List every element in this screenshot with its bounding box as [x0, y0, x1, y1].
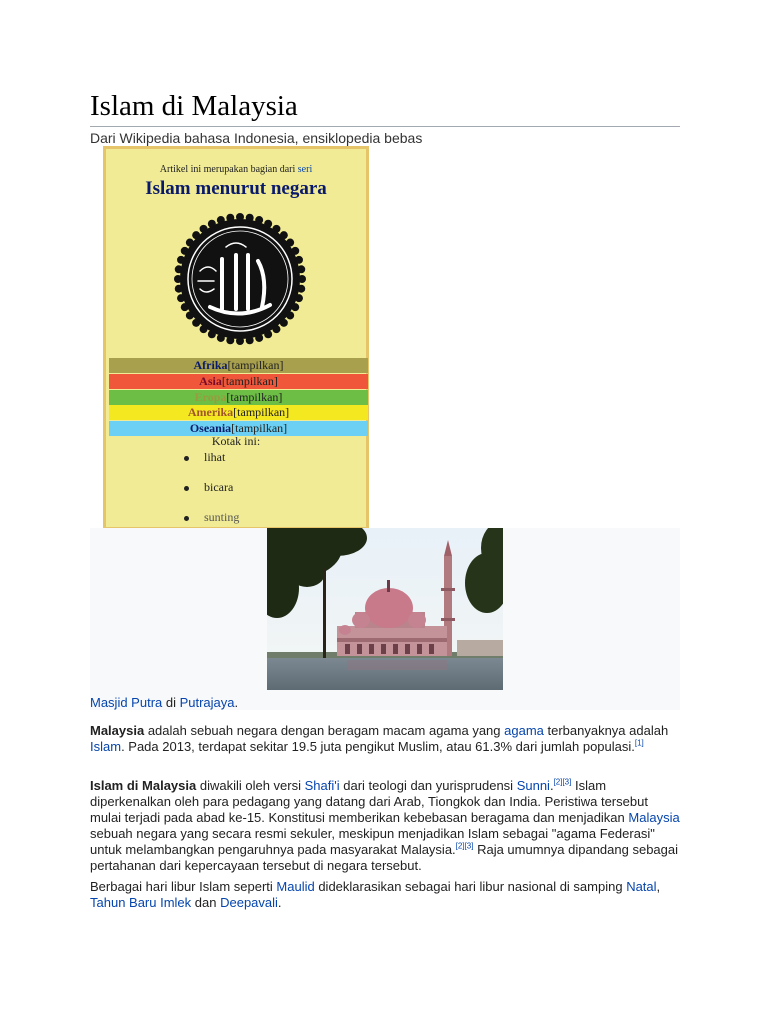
region-name: Amerika	[187, 405, 234, 419]
text: .	[277, 895, 282, 910]
region-row-eropa[interactable]	[109, 390, 368, 405]
mosque-photo[interactable]	[267, 528, 503, 690]
nav-view-link[interactable]: lihat	[204, 450, 226, 464]
link-malaysia[interactable]: Malaysia	[628, 810, 680, 825]
link-sunni[interactable]: Sunni	[516, 778, 550, 793]
text: . Pada 2013, terdapat sekitar 19.5 juta pengikut Muslim, atau 61.3% dari jumlah populasi.	[121, 739, 635, 754]
region-toggle[interactable]: [tampilkan]	[227, 358, 284, 372]
link-deepavali[interactable]: Deepavali	[220, 895, 278, 910]
link-natal[interactable]: Natal	[626, 879, 657, 894]
region-name: Oseania	[189, 421, 232, 435]
series-note	[106, 164, 366, 175]
text: diwakili oleh versi	[196, 778, 305, 793]
reference-link[interactable]: [2][3]	[455, 841, 474, 851]
link-islam[interactable]: Islam	[90, 739, 122, 754]
caption-link-mosque[interactable]: Masjid Putra	[90, 695, 163, 710]
text: dan	[191, 895, 221, 910]
text: ,	[656, 879, 661, 894]
text: Islam diperkenalkan oleh para pedagang yang datang dari Arab, Tiongkok dan India. Peristiwa tersebut mulai terjadi pada abad ke-15. Konstitusi memberikan kebebasan beragama dan menjadikan	[90, 778, 648, 825]
title-divider	[90, 126, 680, 127]
text: dideklarasikan sebagai hari libur nasional di samping	[314, 879, 627, 894]
page-title: Islam di Malaysia	[90, 90, 298, 122]
text: Berbagai hari libur Islam seperti	[90, 879, 277, 894]
nav-edit-link[interactable]: sunting	[204, 510, 240, 524]
bold-term: Islam di Malaysia	[90, 778, 197, 793]
region-name: Eropa	[194, 390, 227, 404]
series-link[interactable]: seri	[297, 164, 313, 175]
text: terbanyaknya adalah	[543, 723, 669, 738]
page-tagline: Dari Wikipedia bahasa Indonesia, ensiklopedia bebas	[90, 130, 423, 146]
infobox-title: Islam menurut negara	[145, 178, 327, 199]
region-toggle[interactable]: [tampilkan]	[226, 390, 283, 404]
link-agama[interactable]: agama	[504, 723, 544, 738]
reference-link[interactable]: [2][3]	[553, 777, 572, 787]
bold-term: Malaysia	[90, 723, 145, 738]
box-label: Kotak ini:	[211, 434, 261, 448]
link-maulid[interactable]: Maulid	[276, 879, 315, 894]
reference-link[interactable]: [1]	[634, 738, 644, 748]
text: .	[549, 778, 554, 793]
text: sebuah negara yang secara resmi sekuler, meskipun menjadikan Islam sebagai "agama Federasi" untuk melambangkan pengaruhnya pada masyarakat Malaysia.	[90, 826, 655, 857]
region-name: Asia	[199, 374, 222, 388]
intro-paragraph	[90, 723, 680, 755]
series-prefix: Artikel ini merupakan bagian dari	[159, 164, 296, 175]
allah-calligraphy-seal-icon	[170, 209, 310, 349]
series-infobox	[103, 146, 369, 530]
caption-link-city[interactable]: Putrajaya	[179, 695, 235, 710]
text: Raja umumnya dipandang sebagai pertahanan dari kepercayaan tersebut di negara tersebut.	[90, 842, 678, 873]
figure-caption	[90, 695, 238, 710]
body-paragraph-3	[90, 879, 680, 911]
text: adalah sebuah negara dengan beragam macam agama yang	[144, 723, 505, 738]
caption-text: di	[162, 695, 180, 710]
caption-text: .	[234, 695, 239, 710]
text: dari teologi dan yurisprudensi	[339, 778, 517, 793]
region-toggle[interactable]: [tampilkan]	[231, 421, 288, 435]
nav-talk-link[interactable]: bicara	[204, 480, 234, 494]
region-row-amerika[interactable]	[109, 405, 368, 420]
region-toggle[interactable]: [tampilkan]	[221, 374, 278, 388]
link-tahun-baru-imlek[interactable]: Tahun Baru Imlek	[90, 895, 192, 910]
region-toggle[interactable]: [tampilkan]	[233, 405, 290, 419]
region-name: Afrika	[193, 358, 228, 372]
region-row-afrika[interactable]	[109, 358, 368, 373]
region-row-asia[interactable]	[109, 374, 368, 389]
body-paragraph-2	[90, 778, 680, 874]
link-shafii[interactable]: Shafi'i	[304, 778, 340, 793]
